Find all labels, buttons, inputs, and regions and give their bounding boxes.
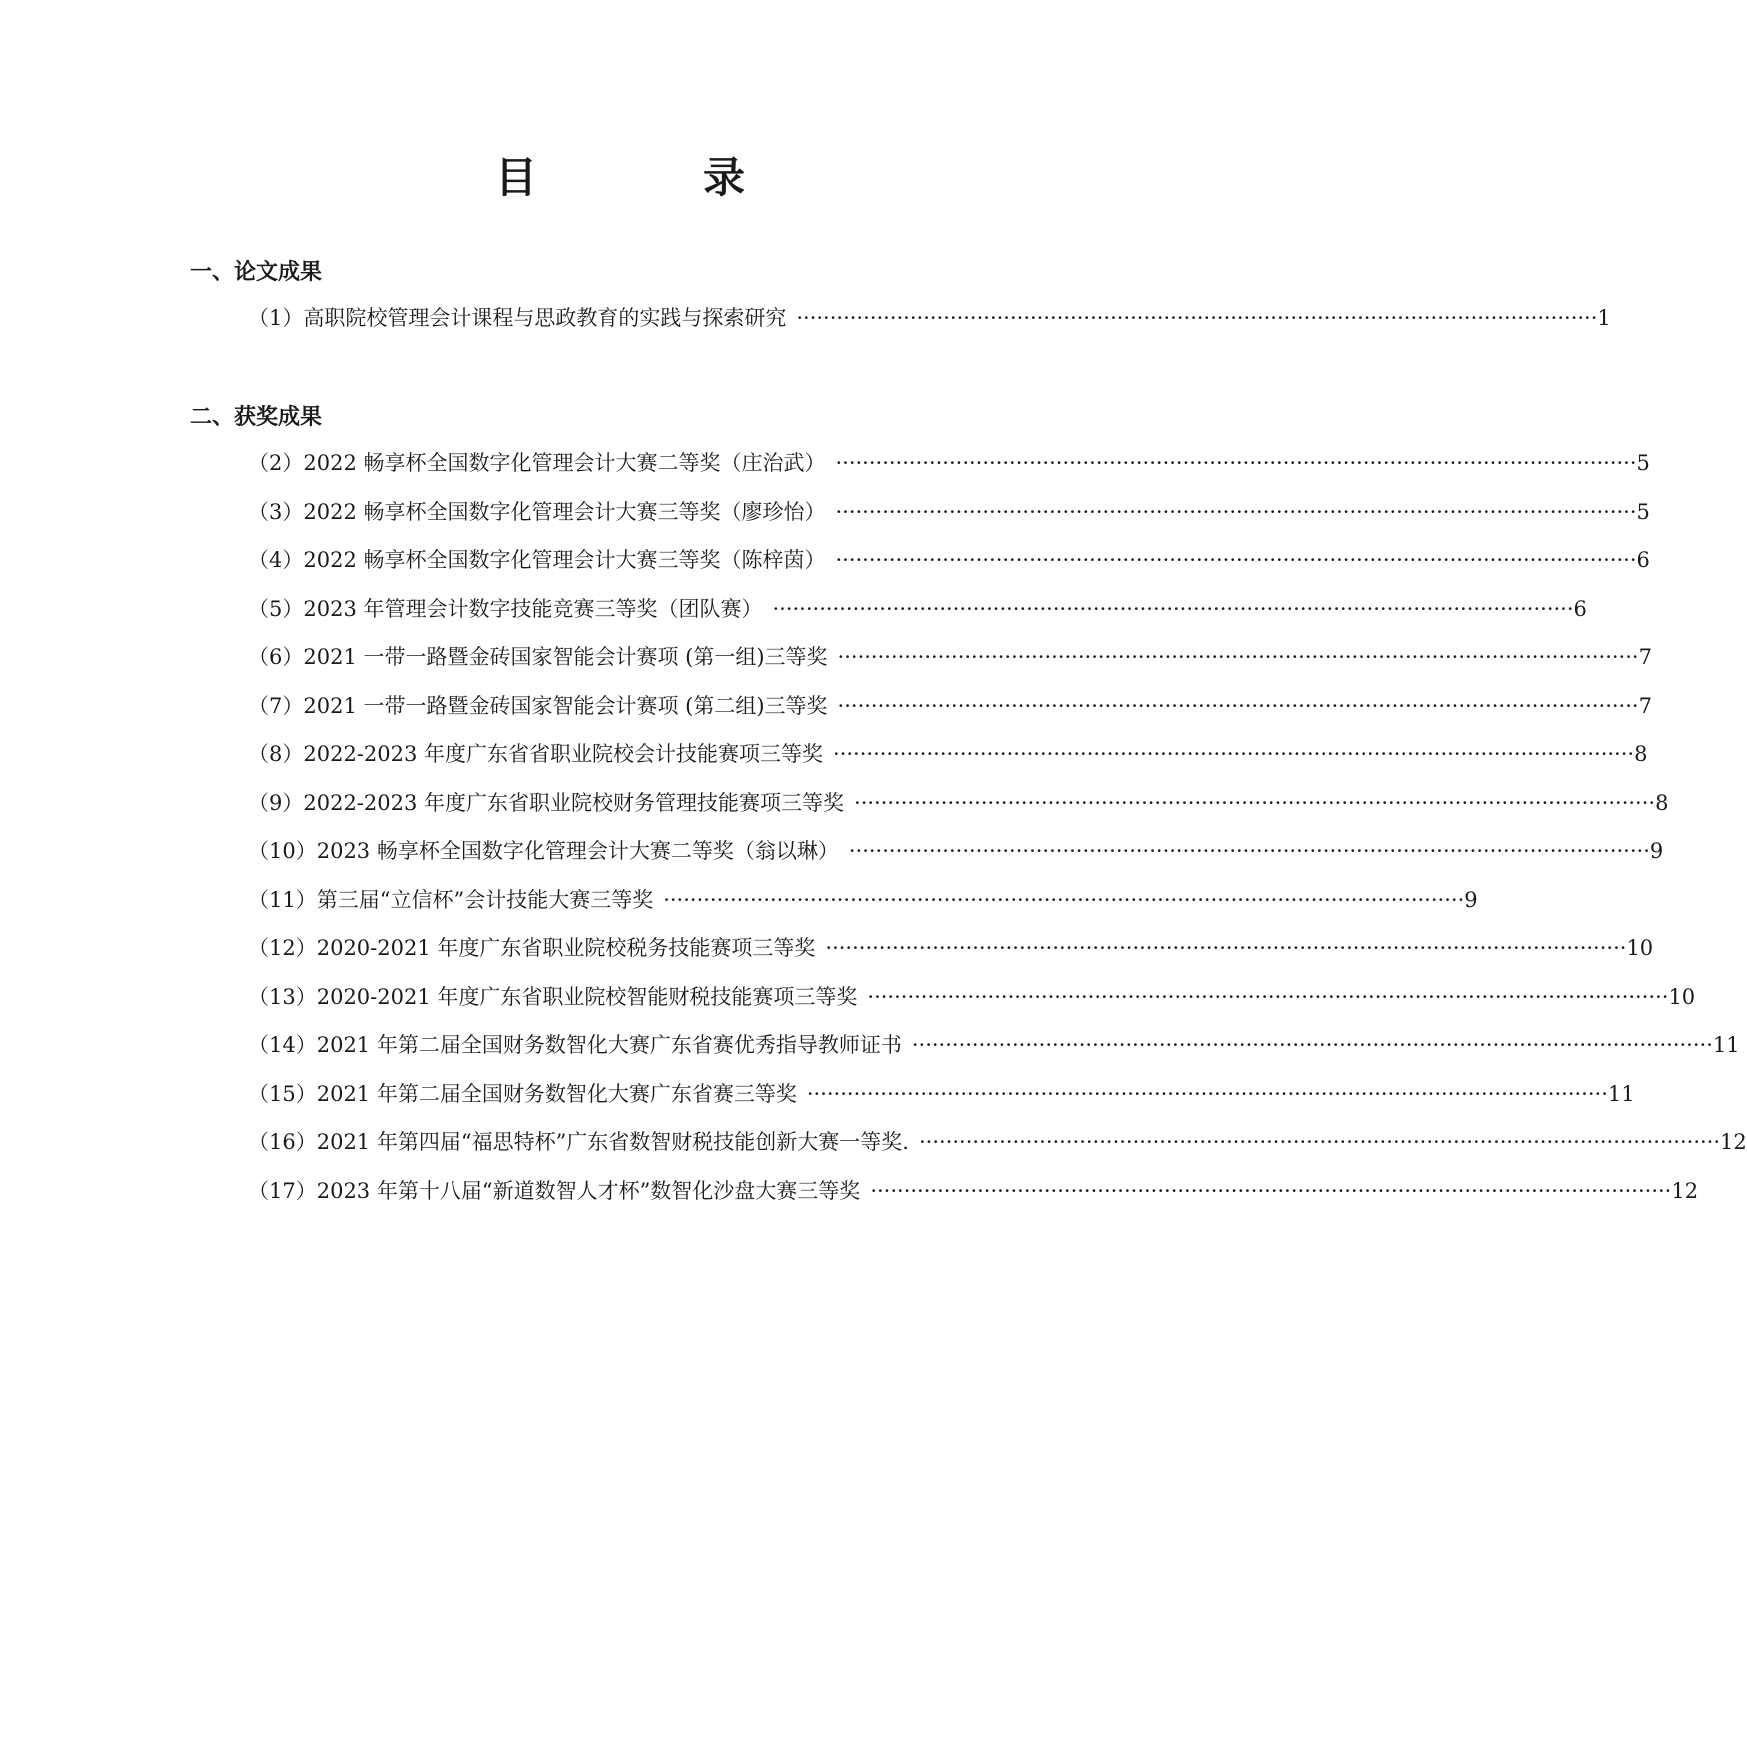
toc-dot-leader: ························································································································	[854, 790, 1656, 815]
toc-list-papers	[248, 303, 1611, 352]
toc-dot-leader: ························································································································	[911, 1033, 1713, 1057]
toc-entry-title: （2）2022 畅享杯全国数字化管理会计大赛二等奖（庄治武）	[248, 451, 826, 475]
toc-entry-page-number: 5	[1636, 499, 1650, 524]
toc-entry-page-number: 9	[1464, 887, 1478, 912]
toc-entry-title: （4）2022 畅享杯全国数字化管理会计大赛三等奖（陈梓茵）	[248, 548, 826, 572]
toc-entry-title: （17）2023 年第十八届“新道数智人才杯”数智化沙盘大赛三等奖	[248, 1178, 861, 1203]
toc-entry[interactable]	[248, 836, 1664, 885]
toc-entry-page-number: 9	[1649, 839, 1664, 863]
toc-entry-title: （16）2021 年第四届“福思特杯”广东省数智财税技能创新大赛一等奖.	[248, 1130, 909, 1154]
toc-entry[interactable]	[248, 788, 1669, 837]
toc-dot-leader: ························································································································	[796, 306, 1598, 330]
section-heading-awards: 二、获奖成果	[190, 405, 323, 430]
toc-entry-page-number: 6	[1636, 548, 1650, 572]
toc-entry[interactable]	[248, 933, 1654, 982]
toc-entry-title: （8）2022-2023 年度广东省省职业院校会计技能赛项三等奖	[248, 742, 824, 766]
toc-dot-leader: ························································································································	[825, 936, 1627, 960]
toc-entry-page-number: 5	[1636, 451, 1650, 475]
toc-entry-page-number: 8	[1655, 790, 1669, 815]
toc-dot-leader: ························································································································	[833, 742, 1635, 766]
toc-entry[interactable]	[248, 545, 1650, 594]
toc-entry-title: （3）2022 畅享杯全国数字化管理会计大赛三等奖（廖珍怡）	[248, 499, 826, 524]
toc-entry[interactable]	[248, 1079, 1635, 1128]
toc-dot-leader: ························································································································	[837, 693, 1639, 718]
toc-dot-leader: ························································································································	[848, 839, 1650, 863]
toc-entry-page-number: 12	[1720, 1130, 1747, 1154]
toc-entry-title: （5）2023 年管理会计数字技能竞赛三等奖（团队赛）	[248, 596, 763, 621]
toc-entry-page-number: 11	[1712, 1033, 1740, 1057]
toc-entry[interactable]	[248, 1030, 1740, 1079]
toc-entry[interactable]	[248, 885, 1478, 934]
toc-entry-page-number: 12	[1671, 1178, 1699, 1203]
page-title: 目 录	[494, 153, 807, 202]
toc-entry-page-number: 11	[1607, 1081, 1635, 1106]
toc-entry-title: （15）2021 年第二届全国财务数智化大赛广东省赛三等奖	[248, 1081, 797, 1106]
toc-dot-leader: ························································································································	[663, 887, 1465, 912]
toc-entry[interactable]	[248, 497, 1650, 546]
toc-entry[interactable]	[248, 448, 1650, 497]
section-heading-papers: 一、论文成果	[190, 260, 323, 285]
toc-entry[interactable]	[248, 303, 1611, 352]
toc-dot-leader: ························································································································	[835, 548, 1637, 572]
toc-dot-leader: ························································································································	[837, 645, 1639, 669]
toc-entry-title: （7）2021 一带一路暨金砖国家智能会计赛项 (第二组)三等奖	[248, 693, 828, 718]
toc-dot-leader: ························································································································	[772, 596, 1574, 621]
toc-dot-leader: ························································································································	[867, 984, 1669, 1009]
toc-entry-page-number: 7	[1638, 645, 1652, 669]
toc-dot-leader: ························································································································	[870, 1178, 1672, 1203]
toc-dot-leader: ························································································································	[919, 1130, 1721, 1154]
toc-dot-leader: ························································································································	[835, 451, 1637, 475]
toc-entry-title: （13）2020-2021 年度广东省职业院校智能财税技能赛项三等奖	[248, 984, 858, 1009]
toc-entry-page-number: 1	[1597, 306, 1611, 330]
toc-entry-title: （12）2020-2021 年度广东省职业院校税务技能赛项三等奖	[248, 936, 816, 960]
toc-list-awards	[248, 448, 1747, 1224]
toc-entry-page-number: 6	[1573, 596, 1587, 621]
toc-entry-title: （9）2022-2023 年度广东省职业院校财务管理技能赛项三等奖	[248, 790, 845, 815]
toc-entry[interactable]	[248, 594, 1587, 643]
toc-entry-page-number: 10	[1626, 936, 1654, 960]
toc-entry-title: （14）2021 年第二届全国财务数智化大赛广东省赛优秀指导教师证书	[248, 1033, 902, 1057]
toc-entry[interactable]	[248, 739, 1648, 788]
toc-dot-leader: ························································································································	[835, 499, 1637, 524]
toc-entry[interactable]	[248, 1176, 1699, 1225]
toc-dot-leader: ························································································································	[806, 1081, 1608, 1106]
toc-entry-page-number: 8	[1634, 742, 1648, 766]
toc-entry-title: （10）2023 畅享杯全国数字化管理会计大赛二等奖（翁以琳）	[248, 839, 839, 863]
toc-entry[interactable]	[248, 982, 1696, 1031]
toc-entry-page-number: 7	[1638, 693, 1652, 718]
toc-entry-page-number: 10	[1668, 984, 1696, 1009]
toc-entry[interactable]	[248, 642, 1652, 691]
toc-entry[interactable]	[248, 691, 1652, 740]
toc-entry-title: （6）2021 一带一路暨金砖国家智能会计赛项 (第一组)三等奖	[248, 645, 828, 669]
toc-entry-title: （11）第三届“立信杯”会计技能大赛三等奖	[248, 887, 654, 912]
toc-entry[interactable]	[248, 1127, 1747, 1176]
toc-entry-title: （1）高职院校管理会计课程与思政教育的实践与探索研究	[248, 306, 787, 330]
